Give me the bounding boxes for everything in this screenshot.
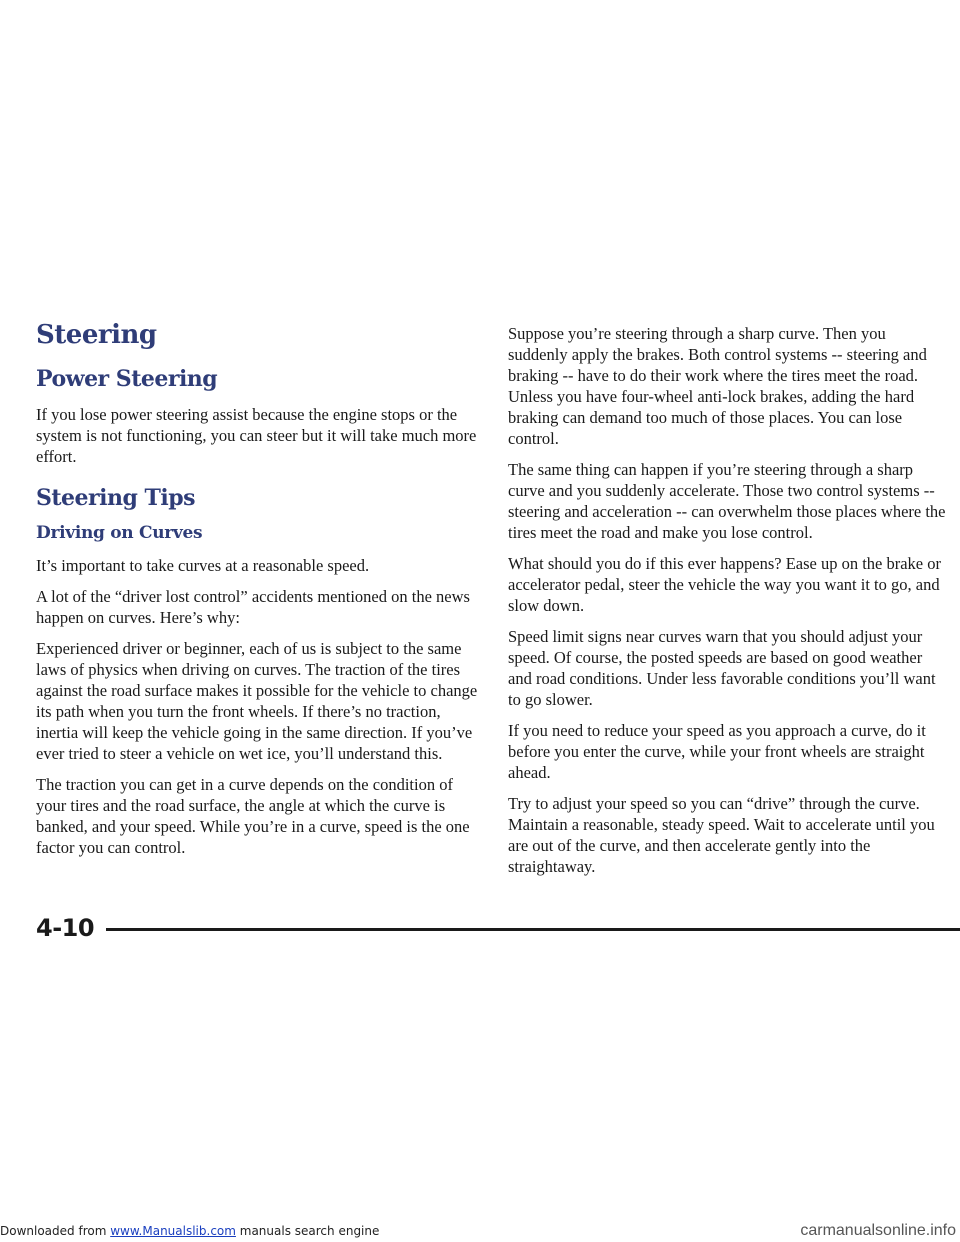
right-column [508, 323, 948, 887]
curves-paragraph-1: It’s important to take curves at a reasonable speed. [36, 556, 370, 575]
steering-tips-heading: Steering Tips [36, 485, 196, 511]
power-steering-heading: Power Steering [36, 366, 218, 392]
page-footer [36, 914, 951, 954]
watermark: carmanualsonline.info [800, 1222, 956, 1239]
driving-on-curves-heading: Driving on Curves [36, 523, 203, 543]
left-column [36, 320, 478, 868]
curves-paragraph-4: The traction you can get in a curve depends on the condition of your tires and the road surface, the angle at which the curve is banked, and your speed. While you’re in a curve, speed is the one factor you can control. [36, 775, 470, 857]
right-paragraph-6: Try to adjust your speed so you can “drive” through the curve. Maintain a reasonable, steady speed. Wait to accelerate until you are out of the curve, and then accelerate gently into the straightaway. [508, 794, 935, 876]
section-title: Steering [36, 320, 157, 350]
page-number: 4-10 [36, 914, 95, 942]
power-steering-paragraph: If you lose power steering assist because the engine stops or the system is not functioning, you can steer but it will take much more effort. [36, 405, 477, 466]
download-note [0, 1224, 379, 1238]
curves-paragraph-2: A lot of the “driver lost control” accidents mentioned on the news happen on curves. Here’s why: [36, 587, 470, 627]
curves-paragraph-3: Experienced driver or beginner, each of us is subject to the same laws of physics when driving on curves. The traction of the tires against the road surface makes it possible for the vehicle to change its path when you turn the front wheels. If there’s no traction, inertia will keep the vehicle going in the same direction. If you’ve ever tried to steer a vehicle on wet ice, you’ll understand this. [36, 639, 478, 763]
right-paragraph-4: Speed limit signs near curves warn that you should adjust your speed. Of course, the posted speeds are based on good weather and road conditions. Under less favorable conditions you’ll want to go slower. [508, 627, 936, 709]
download-note-prefix: Downloaded from [0, 1224, 111, 1238]
right-paragraph-1: Suppose you’re steering through a sharp curve. Then you suddenly apply the brakes. Both control systems -- steering and braking -- have to do their work where the tires meet the road. Unless you have four-wheel anti-lock brakes, adding the hard braking can demand too much of those places. You can lose control. [508, 324, 927, 448]
manualslib-link[interactable]: www.Manualslib.com [110, 1224, 236, 1238]
download-note-suffix: manuals search engine [235, 1224, 380, 1238]
footer-rule [106, 928, 960, 931]
right-paragraph-3: What should you do if this ever happens? Ease up on the brake or accelerator pedal, steer the vehicle the way you want it to go, and slow down. [508, 554, 942, 615]
right-paragraph-2: The same thing can happen if you’re steering through a sharp curve and you suddenly accelerate. Those two control systems -- steering and acceleration -- can overwhelm those places where the tires meet the road and make you lose control. [508, 460, 946, 542]
right-paragraph-5: If you need to reduce your speed as you approach a curve, do it before you enter the curve, while your front wheels are straight ahead. [508, 721, 926, 782]
